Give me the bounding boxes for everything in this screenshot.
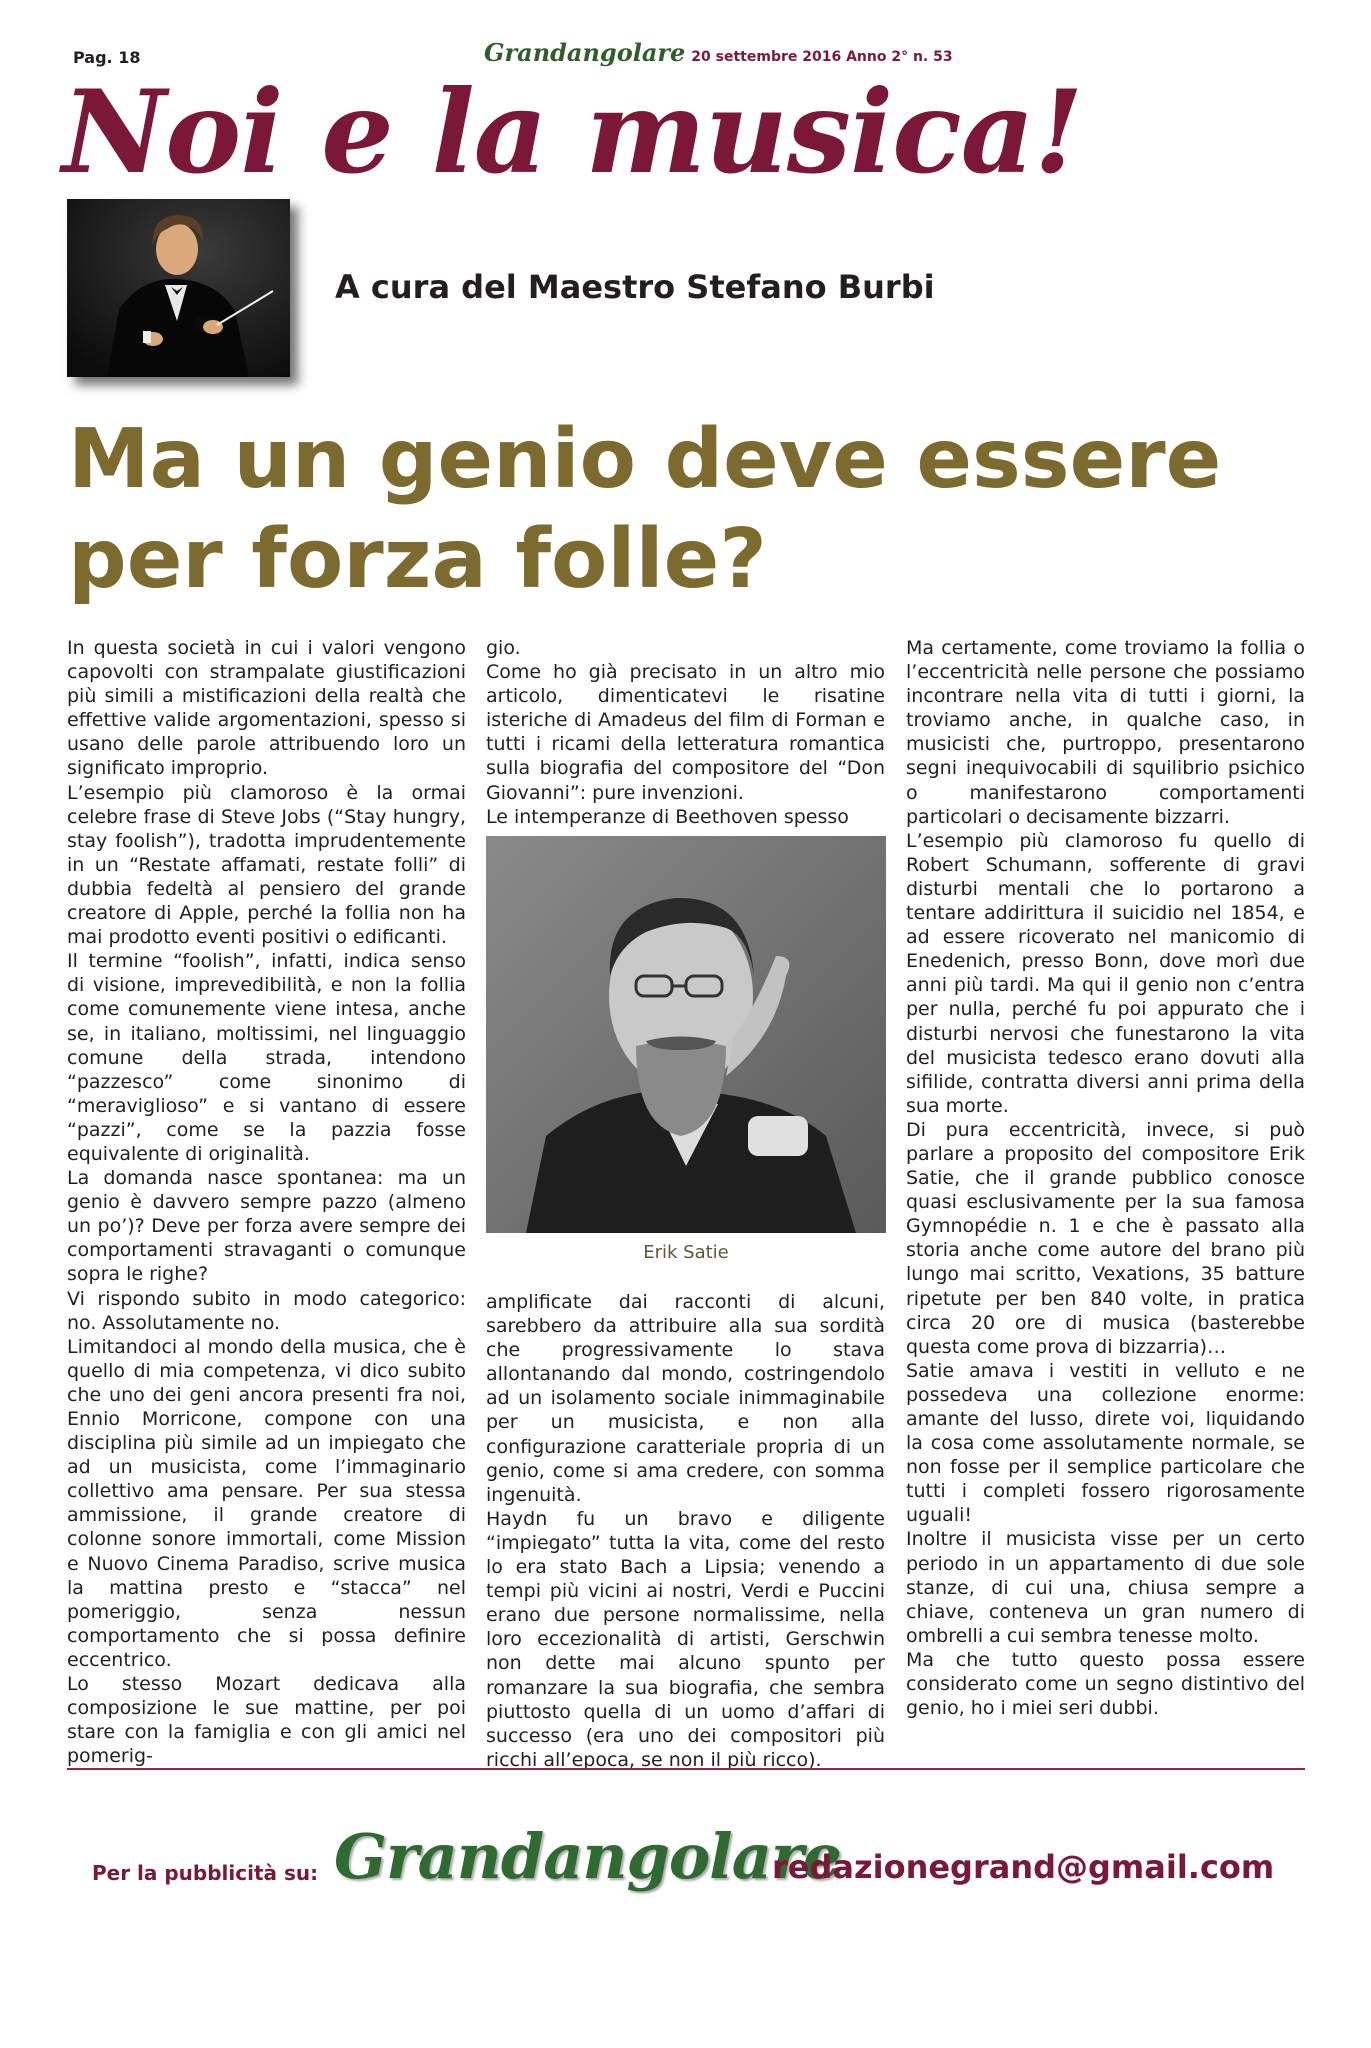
section-title: Noi e la musica! bbox=[62, 65, 1083, 199]
paragraph: Ma certamente, come troviamo la follia o l’eccentricità nelle persone che possiamo incontrare nella vita di tutti i giorni, la troviamo anche, in qualche caso, in musicisti che, purtroppo, presentarono segni inequivocabili di squilibrio psichico o manifestarono comportamenti particolari o decisamente bizzarri. bbox=[906, 637, 1305, 828]
article-column-2-bottom bbox=[486, 1290, 885, 1772]
masthead-name: Grandangolare bbox=[484, 38, 686, 67]
conductor-portrait-image bbox=[67, 199, 290, 377]
paragraph: Inoltre il musicista visse per un certo periodo in un appartamento di due sole stanze, di cui una, chiusa sempre a chiave, conteneva un gran numero di ombrelli a cui sembra tenesse molto. bbox=[906, 1528, 1305, 1647]
footer-ad-label: Per la pubblicità su: bbox=[92, 1861, 319, 1885]
paragraph: Limitandoci al mondo della musica, che è quello di mia competenza, vi dico subito che uno dei geni ancora presenti fra noi, Ennio Morricone, compone con una disciplina più simile ad un impiegato che ad un musicista, come l’immaginario collettivo ama pensare. Per sua stessa ammissione, il grande creatore di colonne sonore immortali, come Mission e Nuovo Cinema Paradiso, scrive musica la mattina presto e “stacca” nel pomeriggio, senza nessun comportamento che si possa definire eccentrico. bbox=[67, 1335, 466, 1671]
paragraph: L’esempio più clamoroso fu quello di Robert Schumann, sofferente di gravi disturbi mentali che lo portarono a tentare addirittura il suicidio nel 1854, e ad essere ricoverato nel manicomio di Enedenich, presso Bonn, dove morì due anni più tardi. Ma qui il genio non c’entra per nulla, perché fu poi appurato che i disturbi nervosi che funestarono la vita del musicista tedesco erano dovuti alla sifilide, contratta diversi anni prima della sua morte. bbox=[906, 829, 1305, 1117]
paragraph: L’esempio più clamoroso è la ormai celebre frase di Steve Jobs (“Stay hungry, stay foolish”), tradotta imprudentemente in un “Restate affamati, restate folli” di dubbia fedeltà al pensiero del grande creatore di Apple, perché la follia non ha mai prodotto eventi positivi o edificanti. bbox=[67, 781, 466, 949]
satie-photo bbox=[486, 836, 886, 1233]
footer-divider bbox=[67, 1768, 1305, 1770]
author-photo bbox=[67, 199, 290, 377]
paragraph: Satie amava i vestiti in velluto e ne possedeva una collezione enorme: amante del lusso, direte voi, liquidando la cosa come assolutamente normale, se non fosse per il semplice particolare che tutti i completi fossero rigorosamente uguali! bbox=[906, 1359, 1305, 1527]
paragraph: Lo stesso Mozart dedicava alla composizione le sue mattine, per poi stare con la famiglia e con gli amici nel pomerig- bbox=[67, 1673, 466, 1768]
byline: A cura del Maestro Stefano Burbi bbox=[335, 268, 935, 306]
article-column-2-top bbox=[486, 636, 885, 829]
article-column-1 bbox=[67, 636, 466, 1768]
paragraph: amplificate dai racconti di alcuni, sarebbero da attribuire alla sua sordità che progressivamente lo stava allontanando dal mondo, costringendolo ad un isolamento sociale inimmaginabile per un musicista, e non alla configurazione caratteriale propria di un genio, come si ama credere, con somma ingenuità. bbox=[486, 1291, 885, 1506]
paragraph: In questa società in cui i valori vengono capovolti con strampalate giustificazioni più simili a mistificazioni della realtà che effettive valide argomentazioni, spesso si usano delle parole attribuendo loro un significato improprio. bbox=[67, 637, 466, 780]
article-headline: Ma un genio deve essere per forza folle? bbox=[68, 412, 1222, 607]
page-number: Pag. 18 bbox=[73, 48, 141, 67]
footer-logo: Grandangolare bbox=[334, 1820, 842, 1893]
paragraph: Di pura eccentricità, invece, si può parlare a proposito del compositore Erik Satie, che il grande pubblico conosce quasi esclusivamente per la sua famosa Gymnopédie n. 1 e che è passato alla storia anche come autore del brano più lungo mai scritto, Vexations, 35 batture ripetute per ben 840 volte, in pratica circa 20 ore di musica (basterebbe questa come prova di bizzarria)… bbox=[906, 1118, 1305, 1358]
erik-satie-portrait-image bbox=[486, 836, 886, 1233]
paragraph: Ma che tutto questo possa essere considerato come un segno distintivo del genio, ho i miei seri dubbi. bbox=[906, 1648, 1305, 1720]
paragraph: Come ho già precisato in un altro mio articolo, dimenticatevi le risatine isteriche di Amadeus del film di Forman e tutti i ricami della letteratura romantica sulla biografia del compositore del “Don Giovanni”: pure invenzioni. bbox=[486, 661, 885, 804]
paragraph: La domanda nasce spontanea: ma un genio è davvero sempre pazzo (almeno un po’)? Deve per forza avere sempre dei comportamenti stravaganti o comunque sopra le righe? bbox=[67, 1167, 466, 1286]
article-column-3 bbox=[906, 636, 1305, 1720]
masthead-date: 20 settembre 2016 Anno 2° n. 53 bbox=[691, 49, 953, 65]
paragraph: Vi rispondo subito in modo categorico: no. Assolutamente no. bbox=[67, 1287, 466, 1334]
footer-email[interactable]: redazionegrand@gmail.com bbox=[772, 1848, 1275, 1886]
photo-caption: Erik Satie bbox=[643, 1242, 729, 1263]
paragraph: gio. bbox=[486, 637, 521, 659]
masthead bbox=[484, 38, 953, 67]
paragraph: Le intemperanze di Beethoven spesso bbox=[486, 805, 849, 828]
paragraph: Il termine “foolish”, infatti, indica senso di visione, imprevedibilità, e non la follia come comunemente viene intesa, anche se, in italiano, moltissimi, nel linguaggio comune della strada, intendono “pazzesco” come sinonimo di “meraviglioso” e si vantano di essere “pazzi”, come se la pazzia fosse equivalente di originalità. bbox=[67, 950, 466, 1165]
paragraph: Haydn fu un bravo e diligente “impiegato” tutta la vita, come del resto lo era stato Bach a Lipsia; venendo a tempi più vicini ai nostri, Verdi e Puccini erano due persone normalissime, nella loro eccezionalità di artisti, Gerschwin non dette mai alcuno spunto per romanzare la sua biografia, che sembra piuttosto quella di un uomo d’affari di successo (era uno dei compositori più ricchi all’epoca, se non il più ricco). bbox=[486, 1507, 885, 1771]
